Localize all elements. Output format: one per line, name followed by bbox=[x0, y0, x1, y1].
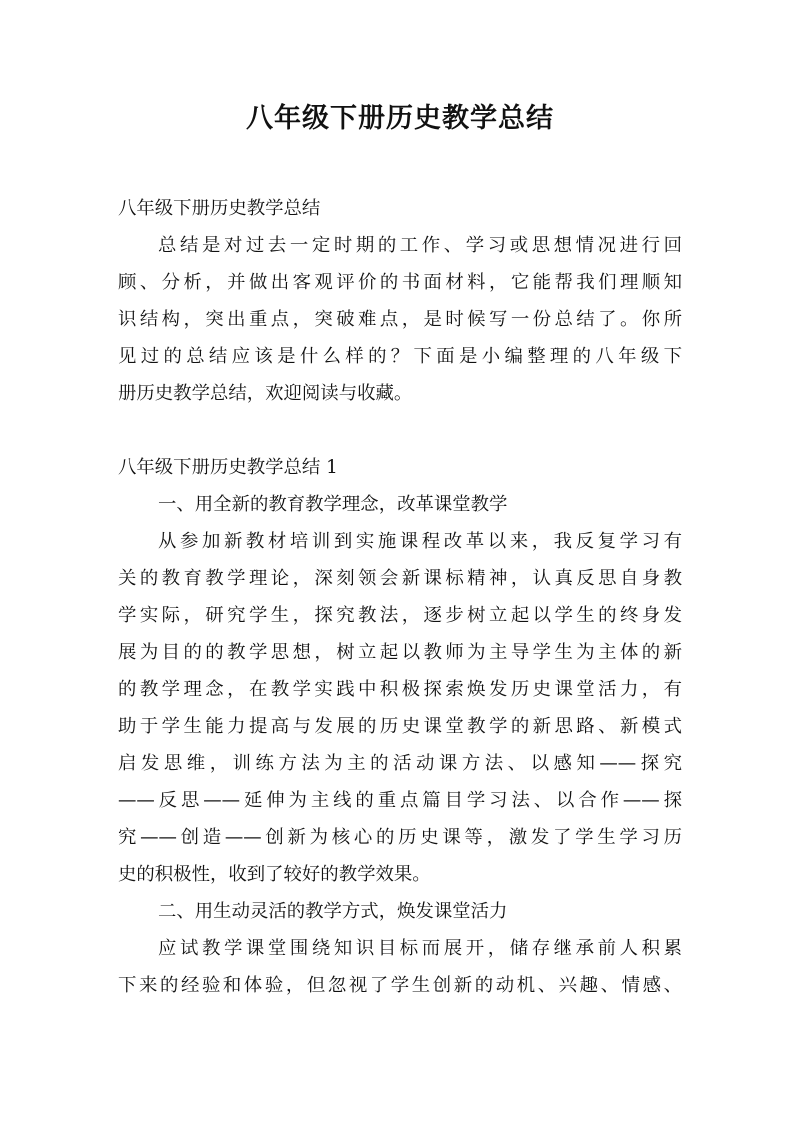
paragraph-gap bbox=[118, 412, 682, 449]
point1-line: ——反思——延伸为主线的重点篇目学习法、以合作——探 bbox=[118, 790, 682, 811]
document-title: 八年级下册历史教学总结 bbox=[246, 103, 554, 134]
point1-line: 关的教育教学理论，深刻领会新课标精神，认真反思自身教 bbox=[118, 568, 682, 589]
intro-line: 顾、分析，并做出客观评价的书面材料，它能帮我们理顺知 bbox=[118, 272, 682, 293]
intro-line: 识结构，突出重点，突破难点，是时候写一份总结了。你所 bbox=[118, 309, 682, 330]
point2-line: 下来的经验和体验，但忽视了学生创新的动机、兴趣、情感、 bbox=[118, 975, 682, 996]
intro-line: 册历史教学总结，欢迎阅读与收藏。 bbox=[118, 383, 413, 404]
point1-line: 究——创造——创新为核心的历史课等，激发了学生学习历 bbox=[118, 827, 682, 848]
section-heading: 八年级下册历史教学总结 1 bbox=[118, 457, 338, 478]
point1-line: 学实际，研究学生，探究教法，逐步树立起以学生的终身发 bbox=[118, 605, 682, 626]
point1-line: 的教学理念，在教学实践中积极探索焕发历史课堂活力，有 bbox=[118, 679, 682, 700]
intro-line: 见过的总结应该是什么样的？下面是小编整理的八年级下 bbox=[118, 346, 682, 367]
document-subtitle: 八年级下册历史教学总结 bbox=[118, 198, 321, 219]
intro-line: 总结是对过去一定时期的工作、学习或思想情况进行回 bbox=[158, 235, 682, 256]
point1-line: 展为目的的教学思想，树立起以教师为主导学生为主体的新 bbox=[118, 642, 682, 663]
point1-line: 史的积极性，收到了较好的教学效果。 bbox=[118, 864, 431, 885]
point2-line: 应试教学课堂围绕知识目标而展开，储存继承前人积累 bbox=[158, 938, 682, 959]
document-body bbox=[118, 190, 682, 1004]
point-heading: 二、用生动灵活的教学方式，焕发课堂活力 bbox=[158, 901, 508, 922]
point1-line: 助于学生能力提高与发展的历史课堂教学的新思路、新模式 bbox=[118, 716, 682, 737]
point1-line: 启发思维，训练方法为主的活动课方法、以感知——探究 bbox=[118, 753, 682, 774]
point1-line: 从参加新教材培训到实施课程改革以来，我反复学习有 bbox=[158, 531, 682, 552]
point-heading: 一、用全新的教育教学理念，改革课堂教学 bbox=[158, 494, 508, 515]
